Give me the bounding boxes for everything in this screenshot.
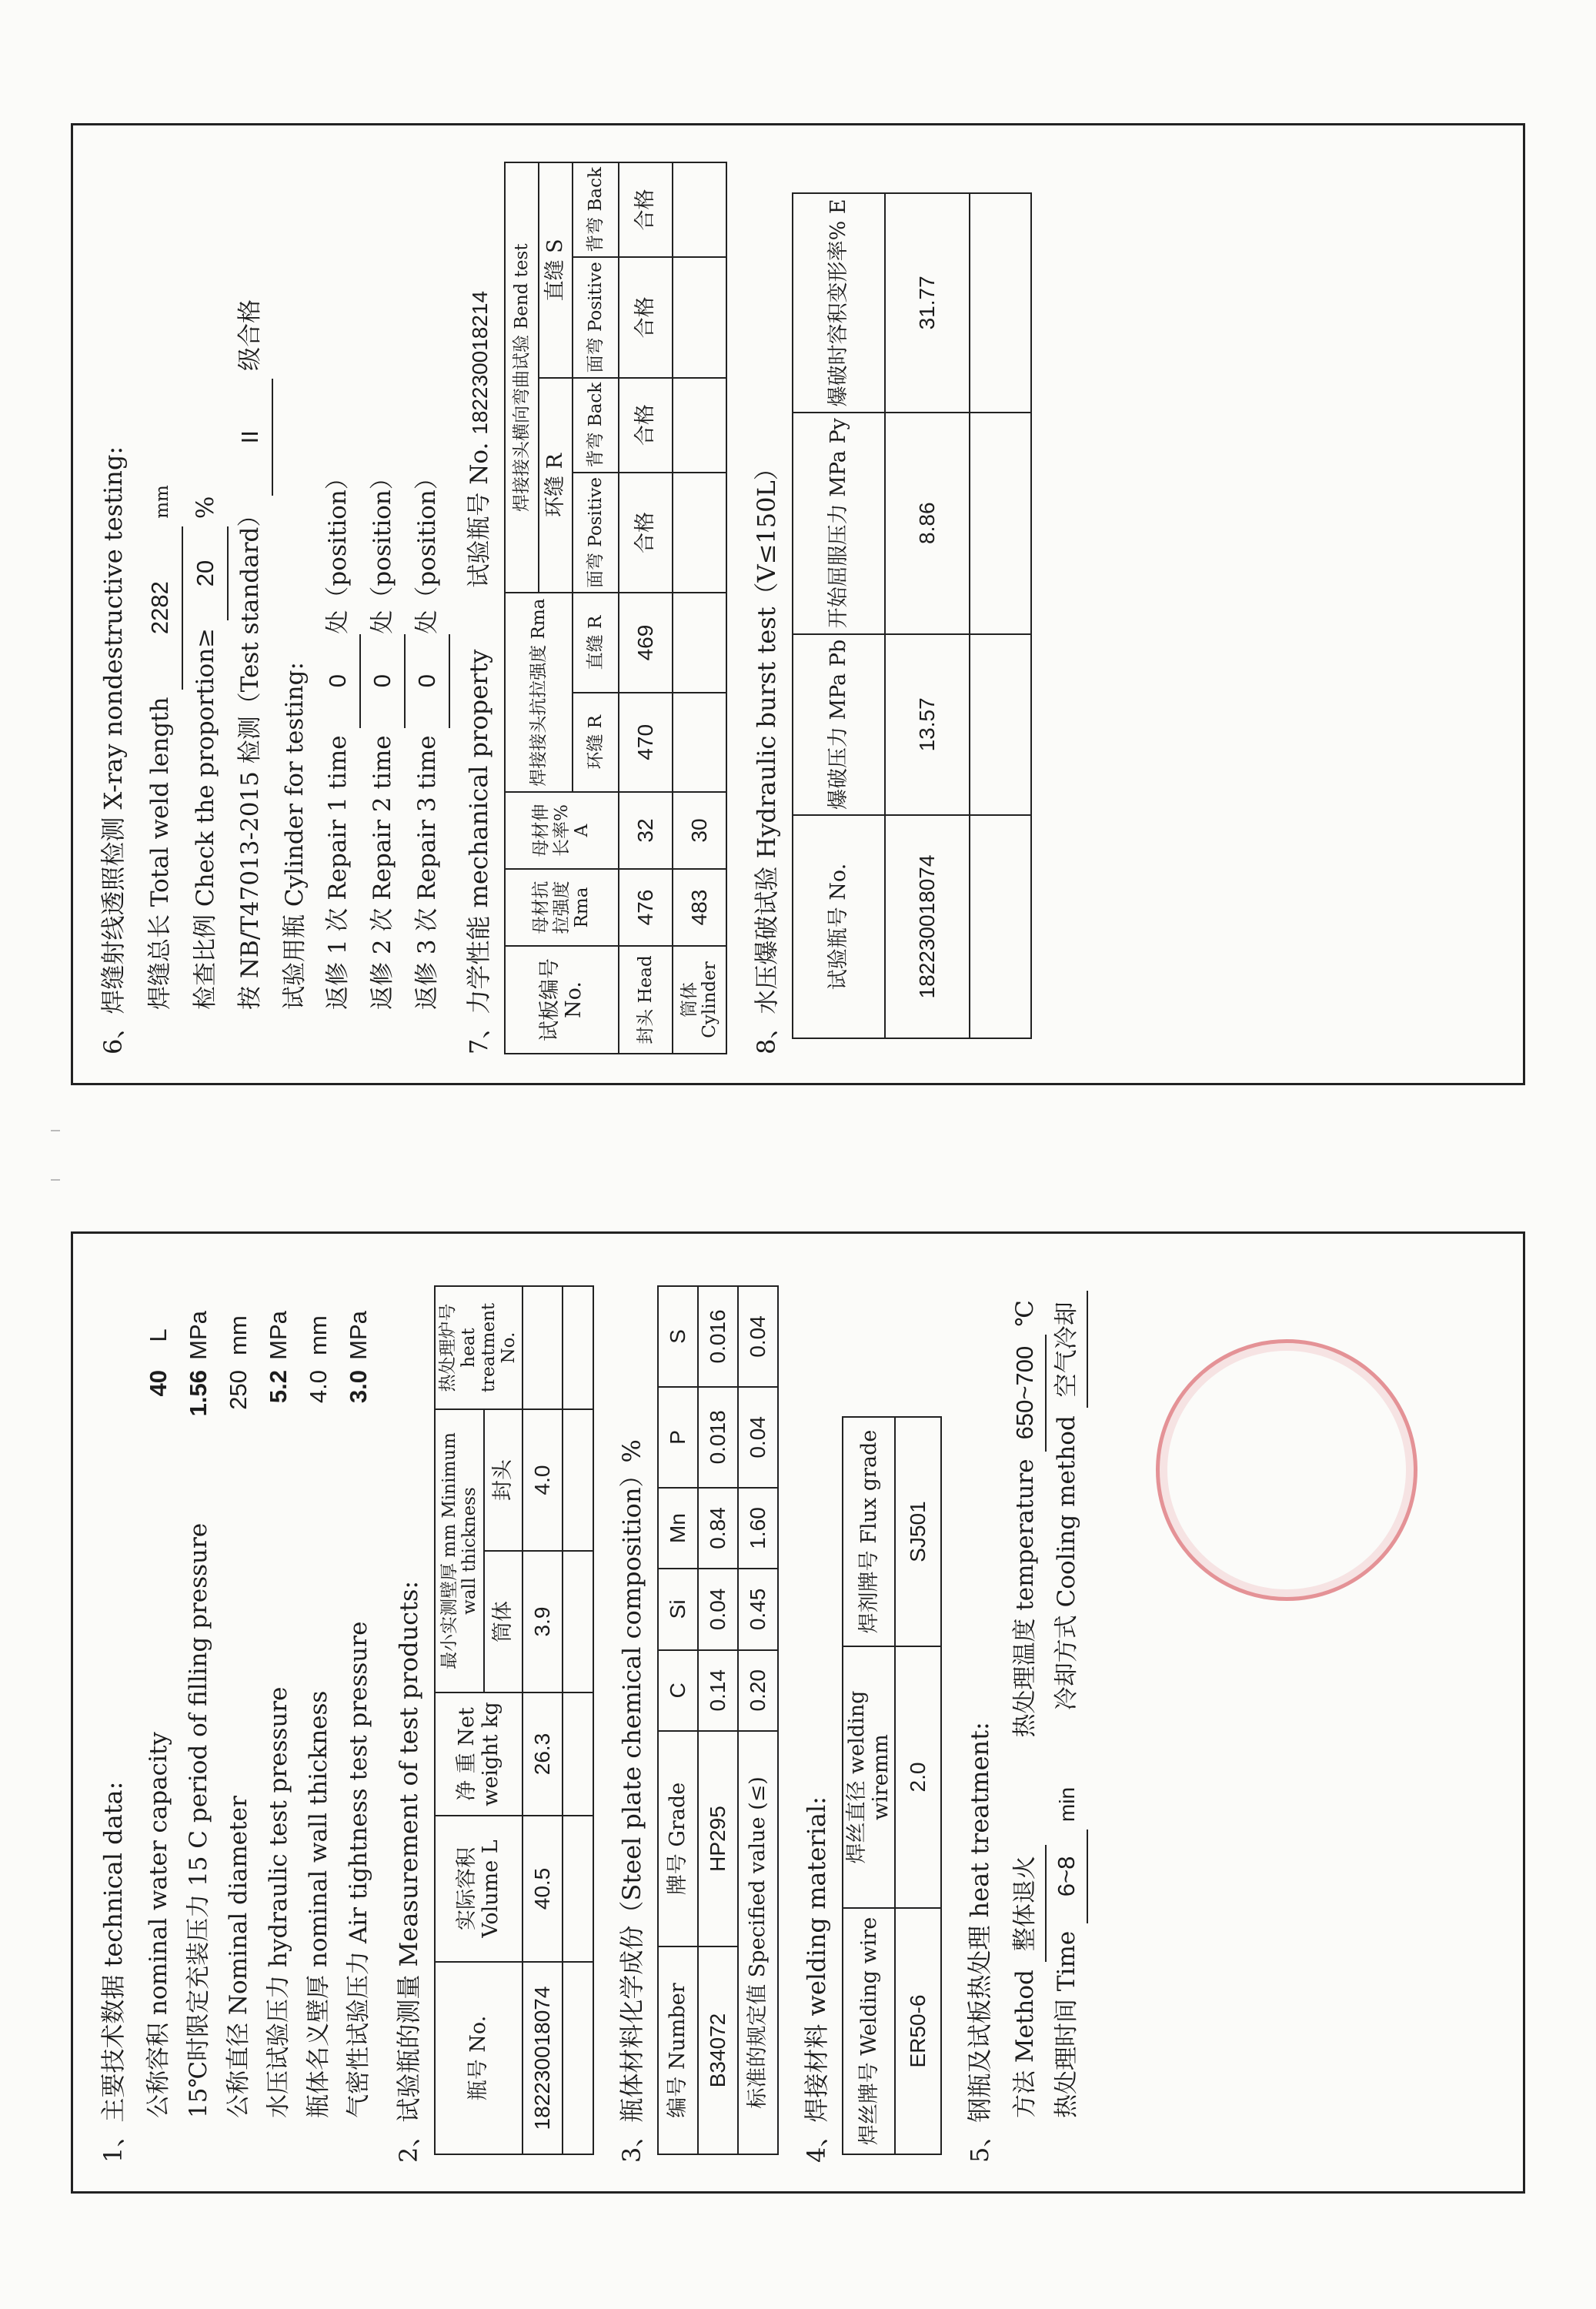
header-cell: 焊剂牌号 Flux grade xyxy=(843,1417,895,1646)
header-cell: 焊接接头抗拉强度 Rma xyxy=(505,593,573,792)
section-title: 7、力学性能 mechanical property xyxy=(464,649,493,1054)
header-cell: 封头 xyxy=(484,1409,523,1551)
chemical-table: 编号 Number 牌号 Grade C Si Mn P S B34072 HP295 0.14 0.04 0.84 0.018 0.016 标准的规定值 Specified value (≤) 0.20 0.45 1.60 0.04 0.04 xyxy=(657,1285,779,2155)
proportion-line: 检查比例 Check the proportion≥ 20 % xyxy=(184,146,229,1010)
section-title: 5、钢瓶及试板热处理 heat treatment: xyxy=(965,1722,995,2163)
section-title: 1、主要技术数据 technical data: xyxy=(98,1781,128,2163)
scan-mark xyxy=(51,1179,60,1181)
header-cell: 爆破时容积变形率% E xyxy=(793,193,885,413)
header-cell: 面弯 Positive xyxy=(573,257,619,378)
mechanical-table xyxy=(504,162,727,1054)
panel-left xyxy=(71,1231,1525,2194)
scan-mark xyxy=(51,1130,60,1131)
header-cell: 环缝 R xyxy=(539,378,573,593)
header-cell: 试验瓶号 No. xyxy=(793,815,885,1038)
header-cell: 直缝 R xyxy=(573,593,619,692)
header-cell: 牌号 Grade xyxy=(658,1731,698,1946)
table-row: 封头 Head 476 32 470 469 合格 合格 合格 合格 xyxy=(619,162,673,1054)
header-cell: 编号 Number xyxy=(658,1946,698,2154)
repair-line: 返修 3 次 Repair 3 time 0处（position） xyxy=(406,146,450,1010)
section-title: 6、焊缝射线透照检测 X-ray nondestructive testing: xyxy=(98,446,128,1054)
header-cell: 母材抗拉强度 Rma xyxy=(505,869,619,946)
burst-table xyxy=(792,192,1032,1039)
test-bottle-label: 试验瓶号 No. xyxy=(466,442,493,588)
spec-row: 水压试验压力 hydraulic test pressure 5.2 MPa xyxy=(265,1311,292,2118)
welding-table xyxy=(842,1416,942,2155)
table-row: ER50-6 2.0 SJ501 xyxy=(895,1417,941,2154)
table-row: 182230018074 13.57 8.86 31.77 xyxy=(885,193,970,1038)
header-cell: 背弯 Back xyxy=(573,378,619,473)
header-cell: 净 重 Net weight kg xyxy=(435,1692,523,1816)
header-cell: 瓶号 No. xyxy=(435,1962,523,2154)
spec-row: 公称直径 Nominal diameter 250 mm xyxy=(225,1315,252,2118)
header-cell: 面弯 Positive xyxy=(573,473,619,593)
test-standard-line: 按 NB/T47013-2015 检测（Test standard） II 级合格 xyxy=(229,146,273,1010)
heat-treatment-line-2: 热处理时间 Time 6~8 min 冷却方式 Cooling method 空气冷却 xyxy=(1047,1255,1088,2118)
cylinder-line: 试验用瓶 Cylinder for testing: xyxy=(281,662,309,1010)
section-title: 3、瓶体材料化学成份（Steel plate chemical composition）% xyxy=(617,1439,646,2163)
header-cell: 筒体 xyxy=(484,1551,523,1692)
spec-row: 气密性试验压力 Air tightness test pressure 3.0 MPa xyxy=(345,1311,372,2118)
header-cell: 母材伸长率% A xyxy=(505,792,619,869)
repair-line: 返修 1 次 Repair 1 time 0处（position） xyxy=(316,146,361,1010)
spec-row: 瓶体名义壁厚 nominal wall thickness 4.0 mm xyxy=(305,1315,332,2118)
header-cell: 试板编号 No. xyxy=(505,946,619,1054)
table-row: B34072 HP295 0.14 0.04 0.84 0.018 0.016 xyxy=(698,1286,738,2154)
header-cell: 焊丝牌号 Welding wire xyxy=(843,1908,895,2154)
header-cell: 实际容积 Volume L xyxy=(435,1816,523,1962)
table-row: 标准的规定值 Specified value (≤) 0.20 0.45 1.60 0.04 0.04 xyxy=(738,1286,778,2154)
red-seal-stamp xyxy=(1156,1339,1417,1601)
section-title: 8、水压爆破试验 Hydraulic burst test（V≤150L） xyxy=(752,456,781,1054)
weld-length-line: 焊缝总长 Total weld length 2282 mm xyxy=(139,146,184,1010)
section-title: 4、焊接材料 welding material: xyxy=(802,1796,831,2163)
test-bottle-no: 182230018214 xyxy=(468,290,492,435)
rotated-document xyxy=(71,77,1525,2232)
header-cell: 焊丝直径 welding wiremm xyxy=(843,1646,895,1908)
header-cell: 热处理炉号 heat treatment No. xyxy=(435,1286,523,1409)
heat-treatment-line-1: 方法 Method 整体退火 热处理温度 temperature 650~700 ℃ xyxy=(1005,1255,1047,2118)
table-row: 182230018074 40.5 26.3 3.9 4.0 xyxy=(523,1286,563,2154)
table-row: 筒体 Cylinder 483 30 xyxy=(673,162,726,1054)
measurement-table xyxy=(434,1285,594,2155)
panel-right xyxy=(71,123,1525,1085)
header-cell: 开始屈服压力 MPa Py xyxy=(793,413,885,634)
header-cell: 焊接接头横向弯曲试验 Bend test xyxy=(505,162,539,593)
repair-line: 返修 2 次 Repair 2 time 0处（position） xyxy=(361,146,406,1010)
spec-row: 15℃时限定充装压力 15 C period of filling pressure 1.56 MPa xyxy=(185,1311,212,2118)
header-cell: 背弯 Back xyxy=(573,162,619,257)
header-cell: 爆破压力 MPa Pb xyxy=(793,634,885,815)
header-cell: 最小实测壁厚 mm Minimum wall thickness xyxy=(435,1409,484,1692)
header-cell: 直缝 S xyxy=(539,162,573,378)
spec-row: 公称容积 nominal water capacity 40 L xyxy=(145,1328,172,2118)
section-title: 2、试验瓶的测量 Measurement of test products: xyxy=(394,1580,423,2163)
header-cell: 环缝 R xyxy=(573,693,619,792)
